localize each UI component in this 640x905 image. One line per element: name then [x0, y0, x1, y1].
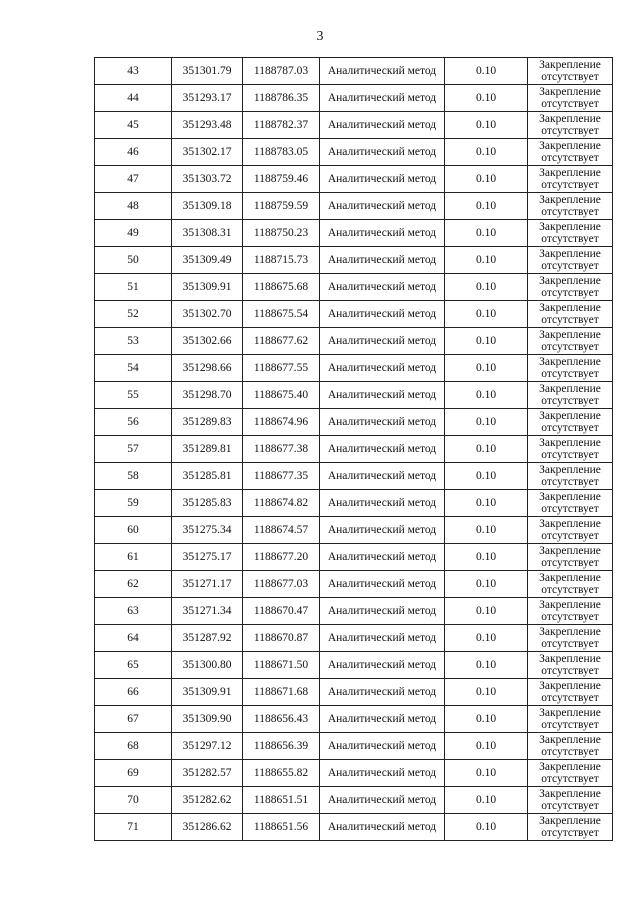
method-cell: Аналитический метод — [320, 355, 445, 382]
point-number-cell: 46 — [95, 139, 172, 166]
y-coordinate-cell: 1188670.47 — [243, 598, 320, 625]
fixation-cell — [528, 517, 613, 544]
x-coordinate-cell: 351297.12 — [172, 733, 243, 760]
fixation-cell — [528, 544, 613, 571]
x-coordinate-cell: 351275.17 — [172, 544, 243, 571]
x-coordinate-cell: 351303.72 — [172, 166, 243, 193]
point-number-cell: 47 — [95, 166, 172, 193]
point-number-cell: 70 — [95, 787, 172, 814]
accuracy-cell: 0.10 — [445, 760, 528, 787]
fixation-line1: Закрепление — [539, 410, 601, 422]
fixation-line1: Закрепление — [539, 356, 601, 368]
table-row — [95, 517, 613, 544]
method-cell: Аналитический метод — [320, 544, 445, 571]
method-cell: Аналитический метод — [320, 706, 445, 733]
accuracy-cell: 0.10 — [445, 58, 528, 85]
fixation-cell — [528, 679, 613, 706]
accuracy-cell: 0.10 — [445, 112, 528, 139]
method-cell: Аналитический метод — [320, 760, 445, 787]
y-coordinate-cell: 1188651.56 — [243, 814, 320, 841]
fixation-line2: отсутствует — [541, 800, 599, 812]
table-row — [95, 247, 613, 274]
accuracy-cell: 0.10 — [445, 274, 528, 301]
point-number-cell: 68 — [95, 733, 172, 760]
fixation-cell — [528, 382, 613, 409]
fixation-cell — [528, 166, 613, 193]
point-number-cell: 65 — [95, 652, 172, 679]
y-coordinate-cell: 1188675.68 — [243, 274, 320, 301]
method-cell: Аналитический метод — [320, 139, 445, 166]
table-row — [95, 787, 613, 814]
x-coordinate-cell: 351308.31 — [172, 220, 243, 247]
accuracy-cell: 0.10 — [445, 85, 528, 112]
y-coordinate-cell: 1188677.62 — [243, 328, 320, 355]
fixation-line1: Закрепление — [539, 140, 601, 152]
accuracy-cell: 0.10 — [445, 463, 528, 490]
y-coordinate-cell: 1188675.54 — [243, 301, 320, 328]
accuracy-cell: 0.10 — [445, 328, 528, 355]
fixation-line1: Закрепление — [539, 86, 601, 98]
table-row — [95, 760, 613, 787]
point-number-cell: 61 — [95, 544, 172, 571]
y-coordinate-cell: 1188759.46 — [243, 166, 320, 193]
fixation-line2: отсутствует — [541, 773, 599, 785]
fixation-line1: Закрепление — [539, 329, 601, 341]
accuracy-cell: 0.10 — [445, 301, 528, 328]
fixation-line2: отсутствует — [541, 584, 599, 596]
x-coordinate-cell: 351286.62 — [172, 814, 243, 841]
y-coordinate-cell: 1188715.73 — [243, 247, 320, 274]
accuracy-cell: 0.10 — [445, 355, 528, 382]
accuracy-cell: 0.10 — [445, 382, 528, 409]
fixation-line1: Закрепление — [539, 734, 601, 746]
fixation-cell — [528, 787, 613, 814]
point-number-cell: 45 — [95, 112, 172, 139]
fixation-cell — [528, 409, 613, 436]
table-row — [95, 571, 613, 598]
point-number-cell: 59 — [95, 490, 172, 517]
y-coordinate-cell: 1188671.68 — [243, 679, 320, 706]
method-cell: Аналитический метод — [320, 679, 445, 706]
y-coordinate-cell: 1188656.43 — [243, 706, 320, 733]
fixation-line2: отсутствует — [541, 71, 599, 83]
x-coordinate-cell: 351293.17 — [172, 85, 243, 112]
fixation-line1: Закрепление — [539, 302, 601, 314]
fixation-cell — [528, 58, 613, 85]
fixation-line1: Закрепление — [539, 113, 601, 125]
table-row — [95, 85, 613, 112]
accuracy-cell: 0.10 — [445, 625, 528, 652]
y-coordinate-cell: 1188677.03 — [243, 571, 320, 598]
fixation-cell — [528, 112, 613, 139]
method-cell: Аналитический метод — [320, 625, 445, 652]
method-cell: Аналитический метод — [320, 787, 445, 814]
fixation-line1: Закрепление — [539, 788, 601, 800]
table-row — [95, 382, 613, 409]
method-cell: Аналитический метод — [320, 517, 445, 544]
fixation-cell — [528, 598, 613, 625]
fixation-cell — [528, 571, 613, 598]
accuracy-cell: 0.10 — [445, 652, 528, 679]
fixation-line1: Закрепление — [539, 653, 601, 665]
fixation-line1: Закрепление — [539, 572, 601, 584]
y-coordinate-cell: 1188677.35 — [243, 463, 320, 490]
fixation-cell — [528, 733, 613, 760]
y-coordinate-cell: 1188651.51 — [243, 787, 320, 814]
fixation-line1: Закрепление — [539, 680, 601, 692]
fixation-line2: отсутствует — [541, 503, 599, 515]
y-coordinate-cell: 1188656.39 — [243, 733, 320, 760]
table-row — [95, 112, 613, 139]
method-cell: Аналитический метод — [320, 220, 445, 247]
fixation-line1: Закрепление — [539, 491, 601, 503]
accuracy-cell: 0.10 — [445, 571, 528, 598]
point-number-cell: 63 — [95, 598, 172, 625]
method-cell: Аналитический метод — [320, 652, 445, 679]
table-row — [95, 490, 613, 517]
x-coordinate-cell: 351275.34 — [172, 517, 243, 544]
y-coordinate-cell: 1188675.40 — [243, 382, 320, 409]
table-row — [95, 814, 613, 841]
fixation-cell — [528, 760, 613, 787]
fixation-line1: Закрепление — [539, 437, 601, 449]
accuracy-cell: 0.10 — [445, 247, 528, 274]
accuracy-cell: 0.10 — [445, 409, 528, 436]
table-row — [95, 463, 613, 490]
fixation-line1: Закрепление — [539, 275, 601, 287]
fixation-line2: отсутствует — [541, 314, 599, 326]
x-coordinate-cell: 351282.62 — [172, 787, 243, 814]
fixation-line2: отсутствует — [541, 449, 599, 461]
point-number-cell: 57 — [95, 436, 172, 463]
fixation-line2: отсутствует — [541, 719, 599, 731]
accuracy-cell: 0.10 — [445, 193, 528, 220]
point-number-cell: 54 — [95, 355, 172, 382]
table-row — [95, 301, 613, 328]
fixation-cell — [528, 328, 613, 355]
fixation-line2: отсутствует — [541, 125, 599, 137]
accuracy-cell: 0.10 — [445, 220, 528, 247]
fixation-cell — [528, 193, 613, 220]
point-number-cell: 67 — [95, 706, 172, 733]
x-coordinate-cell: 351298.66 — [172, 355, 243, 382]
accuracy-cell: 0.10 — [445, 814, 528, 841]
x-coordinate-cell: 351298.70 — [172, 382, 243, 409]
coordinates-table-body — [95, 58, 613, 841]
fixation-line1: Закрепление — [539, 761, 601, 773]
x-coordinate-cell: 351301.79 — [172, 58, 243, 85]
x-coordinate-cell: 351282.57 — [172, 760, 243, 787]
x-coordinate-cell: 351271.34 — [172, 598, 243, 625]
fixation-line1: Закрепление — [539, 599, 601, 611]
point-number-cell: 48 — [95, 193, 172, 220]
fixation-cell — [528, 652, 613, 679]
x-coordinate-cell: 351302.17 — [172, 139, 243, 166]
method-cell: Аналитический метод — [320, 409, 445, 436]
fixation-line1: Закрепление — [539, 518, 601, 530]
fixation-line2: отсутствует — [541, 611, 599, 623]
fixation-cell — [528, 625, 613, 652]
fixation-line2: отсутствует — [541, 827, 599, 839]
y-coordinate-cell: 1188782.37 — [243, 112, 320, 139]
x-coordinate-cell: 351309.49 — [172, 247, 243, 274]
method-cell: Аналитический метод — [320, 598, 445, 625]
x-coordinate-cell: 351285.81 — [172, 463, 243, 490]
x-coordinate-cell: 351285.83 — [172, 490, 243, 517]
fixation-line2: отсутствует — [541, 233, 599, 245]
point-number-cell: 60 — [95, 517, 172, 544]
point-number-cell: 62 — [95, 571, 172, 598]
point-number-cell: 56 — [95, 409, 172, 436]
x-coordinate-cell: 351309.18 — [172, 193, 243, 220]
table-row — [95, 220, 613, 247]
fixation-line1: Закрепление — [539, 383, 601, 395]
fixation-line2: отсутствует — [541, 98, 599, 110]
accuracy-cell: 0.10 — [445, 733, 528, 760]
y-coordinate-cell: 1188671.50 — [243, 652, 320, 679]
y-coordinate-cell: 1188677.20 — [243, 544, 320, 571]
table-row — [95, 328, 613, 355]
fixation-cell — [528, 139, 613, 166]
method-cell: Аналитический метод — [320, 274, 445, 301]
x-coordinate-cell: 351309.91 — [172, 274, 243, 301]
point-number-cell: 52 — [95, 301, 172, 328]
fixation-cell — [528, 436, 613, 463]
table-row — [95, 598, 613, 625]
accuracy-cell: 0.10 — [445, 166, 528, 193]
table-row — [95, 58, 613, 85]
accuracy-cell: 0.10 — [445, 787, 528, 814]
fixation-line2: отсутствует — [541, 152, 599, 164]
y-coordinate-cell: 1188759.59 — [243, 193, 320, 220]
method-cell: Аналитический метод — [320, 247, 445, 274]
x-coordinate-cell: 351271.17 — [172, 571, 243, 598]
fixation-line1: Закрепление — [539, 194, 601, 206]
table-row — [95, 193, 613, 220]
point-number-cell: 44 — [95, 85, 172, 112]
accuracy-cell: 0.10 — [445, 436, 528, 463]
coordinates-table — [94, 57, 613, 841]
fixation-line2: отсутствует — [541, 557, 599, 569]
x-coordinate-cell: 351302.66 — [172, 328, 243, 355]
table-row — [95, 625, 613, 652]
method-cell: Аналитический метод — [320, 382, 445, 409]
method-cell: Аналитический метод — [320, 58, 445, 85]
x-coordinate-cell: 351293.48 — [172, 112, 243, 139]
table-row — [95, 436, 613, 463]
y-coordinate-cell: 1188750.23 — [243, 220, 320, 247]
point-number-cell: 49 — [95, 220, 172, 247]
fixation-line2: отсутствует — [541, 530, 599, 542]
x-coordinate-cell: 351309.90 — [172, 706, 243, 733]
fixation-line2: отсутствует — [541, 476, 599, 488]
table-row — [95, 409, 613, 436]
fixation-cell — [528, 814, 613, 841]
fixation-line1: Закрепление — [539, 167, 601, 179]
y-coordinate-cell: 1188674.96 — [243, 409, 320, 436]
accuracy-cell: 0.10 — [445, 490, 528, 517]
fixation-cell — [528, 220, 613, 247]
y-coordinate-cell: 1188677.38 — [243, 436, 320, 463]
accuracy-cell: 0.10 — [445, 706, 528, 733]
fixation-line2: отсутствует — [541, 287, 599, 299]
method-cell: Аналитический метод — [320, 814, 445, 841]
accuracy-cell: 0.10 — [445, 139, 528, 166]
fixation-line2: отсутствует — [541, 692, 599, 704]
fixation-line2: отсутствует — [541, 368, 599, 380]
y-coordinate-cell: 1188787.03 — [243, 58, 320, 85]
method-cell: Аналитический метод — [320, 436, 445, 463]
fixation-line1: Закрепление — [539, 59, 601, 71]
table-row — [95, 706, 613, 733]
table-row — [95, 274, 613, 301]
fixation-cell — [528, 355, 613, 382]
y-coordinate-cell: 1188786.35 — [243, 85, 320, 112]
x-coordinate-cell: 351302.70 — [172, 301, 243, 328]
fixation-cell — [528, 274, 613, 301]
x-coordinate-cell: 351289.83 — [172, 409, 243, 436]
method-cell: Аналитический метод — [320, 166, 445, 193]
fixation-line1: Закрепление — [539, 626, 601, 638]
table-row — [95, 652, 613, 679]
table-row — [95, 733, 613, 760]
point-number-cell: 51 — [95, 274, 172, 301]
fixation-line1: Закрепление — [539, 248, 601, 260]
y-coordinate-cell: 1188783.05 — [243, 139, 320, 166]
x-coordinate-cell: 351287.92 — [172, 625, 243, 652]
fixation-line1: Закрепление — [539, 815, 601, 827]
fixation-cell — [528, 706, 613, 733]
y-coordinate-cell: 1188677.55 — [243, 355, 320, 382]
fixation-cell — [528, 85, 613, 112]
point-number-cell: 50 — [95, 247, 172, 274]
y-coordinate-cell: 1188655.82 — [243, 760, 320, 787]
fixation-line2: отсутствует — [541, 422, 599, 434]
table-row — [95, 166, 613, 193]
method-cell: Аналитический метод — [320, 571, 445, 598]
y-coordinate-cell: 1188674.57 — [243, 517, 320, 544]
method-cell: Аналитический метод — [320, 463, 445, 490]
y-coordinate-cell: 1188670.87 — [243, 625, 320, 652]
fixation-line1: Закрепление — [539, 464, 601, 476]
fixation-cell — [528, 463, 613, 490]
fixation-cell — [528, 490, 613, 517]
point-number-cell: 66 — [95, 679, 172, 706]
method-cell: Аналитический метод — [320, 733, 445, 760]
table-row — [95, 355, 613, 382]
method-cell: Аналитический метод — [320, 112, 445, 139]
point-number-cell: 53 — [95, 328, 172, 355]
fixation-line2: отсутствует — [541, 206, 599, 218]
fixation-line2: отсутствует — [541, 665, 599, 677]
method-cell: Аналитический метод — [320, 85, 445, 112]
point-number-cell: 64 — [95, 625, 172, 652]
x-coordinate-cell: 351289.81 — [172, 436, 243, 463]
method-cell: Аналитический метод — [320, 490, 445, 517]
point-number-cell: 71 — [95, 814, 172, 841]
method-cell: Аналитический метод — [320, 193, 445, 220]
fixation-line2: отсутствует — [541, 179, 599, 191]
table-row — [95, 544, 613, 571]
x-coordinate-cell: 351300.80 — [172, 652, 243, 679]
point-number-cell: 55 — [95, 382, 172, 409]
table-row — [95, 139, 613, 166]
fixation-line2: отсутствует — [541, 395, 599, 407]
method-cell: Аналитический метод — [320, 301, 445, 328]
fixation-cell — [528, 301, 613, 328]
fixation-line2: отсутствует — [541, 341, 599, 353]
point-number-cell: 58 — [95, 463, 172, 490]
fixation-line2: отсутствует — [541, 746, 599, 758]
fixation-line2: отсутствует — [541, 638, 599, 650]
fixation-line1: Закрепление — [539, 221, 601, 233]
accuracy-cell: 0.10 — [445, 544, 528, 571]
accuracy-cell: 0.10 — [445, 598, 528, 625]
method-cell: Аналитический метод — [320, 328, 445, 355]
accuracy-cell: 0.10 — [445, 517, 528, 544]
point-number-cell: 69 — [95, 760, 172, 787]
fixation-cell — [528, 247, 613, 274]
fixation-line1: Закрепление — [539, 707, 601, 719]
fixation-line1: Закрепление — [539, 545, 601, 557]
point-number-cell: 43 — [95, 58, 172, 85]
x-coordinate-cell: 351309.91 — [172, 679, 243, 706]
accuracy-cell: 0.10 — [445, 679, 528, 706]
fixation-line2: отсутствует — [541, 260, 599, 272]
page-number: 3 — [316, 29, 324, 44]
y-coordinate-cell: 1188674.82 — [243, 490, 320, 517]
table-row — [95, 679, 613, 706]
